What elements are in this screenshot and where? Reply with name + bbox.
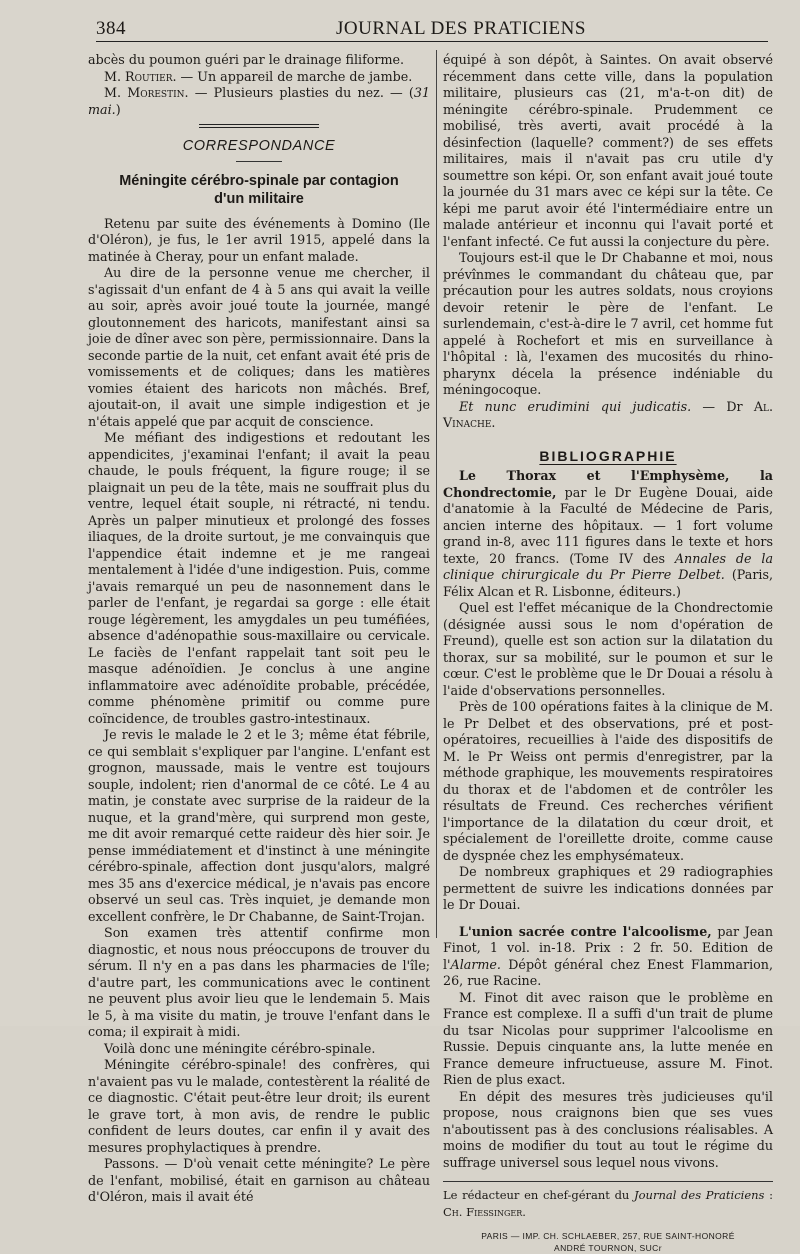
bibliography-heading: BIBLIOGRAPHIE [539,447,677,464]
credit-name: : Ch. Fiessinger. [443,1188,773,1219]
paragraph: M. Finot dit avec raison que le problème en France est complexe. Il a suffi d'un trait de plume du tsar Nicolas pour supprimer l'alcoolisme en Russie. Depuis cinquante ans, la lutte menée en France demeure infructueuse, assure M. Finot. Rien de plus exact. [443,989,773,1087]
page-header [96,14,768,40]
credit-journal: Journal des Praticiens [634,1188,765,1202]
paragraph: Je revis le malade le 2 et le 3; même état fébrile, ce qui semblait s'expliquer par l'angine. L'enfant est grognon, maussade, mais le ventre est toujours souple, indolent; rien d'anormal de ce côté. Le 4 au matin, je constate avec surprise de la raideur de la nuque, et la grand'mère, qui surprend mon geste, me dit avoir remarqué cette raideur dès hier soir. Je pense immédiatement et d'instinct à une méningite cérébro-spinale, affection dont jusqu'alors, malgré mes 35 ans d'exercice médical, je n'avais pas encore observé un seul cas. Très inquiet, je demande mon excellent confrère, le Dr Chabanne, de Saint-Trojan. [88,727,430,924]
entry-text: par le Dr Eugène Douai, aide d'anatomie à la Faculté de Médecine de Paris, ancien interne des hôpitaux. — 1 fort volume grand in-8, avec 111 figures dans le texte et hors texte, 20 francs. (Tome IV des [443,484,773,566]
intro-date: 31 mai. [88,85,430,117]
book-title: Le Thorax et l'Emphysème, la Chondrectomie, [443,468,773,500]
paragraph: équipé à son dépôt, à Saintes. On avait observé récemment dans cette ville, dans la population militaire, plusieurs cas (21, m'a-t-on dit) de méningite cérébro-spinale. Prudemment ce mobilisé, très averti, avait procédé à la désinfection (laquelle? comment?) de ses effets militaires, mais il n'avait pas cru utile d'y soumettre son képi. Or, son enfant avait joué toute la journée du 31 mars avec ce képi sur la tête. Ce képi me parut avoir été l'intermédiaire entre un malade antérieur et inconnu qui l'avait porté et l'enfant infecté. Ce fut aussi la conjecture du père. [443,52,773,249]
paragraph: Passons. — D'où venait cette méningite? Le père de l'enfant, mobilisé, était en garnison au château d'Oléron, mais il avait été [88,1156,430,1204]
printer-imprint [443,1230,773,1254]
paragraph: Près de 100 opérations faites à la clinique de M. le Pr Delbet et des observations, pré et post-opératoires, recueillies à l'aide des dispositifs de M. le Pr Weiss ont permis d'enregistrer, par la méthode graphique, les mouvements respiratoires du thorax et de l'abdomen et de contrôler les résultats de Freund. Ces recherches vérifient l'importance de la dilatation du cœur droit, et spécialement de l'oreillette droite, comme cause de dyspnée chez les emphysémateux. [443,699,773,863]
intro-text: — Un appareil de marche de jambe. [176,68,413,84]
article-title-line: d'un militaire [214,190,304,207]
intro-line-1: abcès du poumon guéri par le drainage filiforme. [88,52,405,67]
credit-text: Le rédacteur en chef-gérant du [443,1188,635,1202]
printer-line: PARIS — IMP. CH. SCHLAEBER, 257, RUE SAINT-HONORÉ [481,1231,735,1241]
page-number: 384 [96,18,126,39]
author-name: M. Routier. [104,68,177,84]
intro-line-2 [88,69,430,86]
paragraph: Son examen très attentif confirme mon diagnostic, et nous nous préoccupons de trouver du sérum. Il n'y en a pas dans les pharmacies de l'île; d'autre part, les communications avec le continent ne peuvent plus avoir lieu que le lendemain 5. Mais le 5, à ma visite du matin, je trouve l'enfant dans le coma; il expirait à midi. [88,925,430,1039]
paragraph: Me méfiant des indigestions et redoutant les appendicites, j'examinai l'enfant; il avait la peau chaude, le pouls fréquent, la figure rouge; il se plaignait un peu de la tête, mais ne souffrait plus du ventre, lequel était souple, ni rétracté, ni tendu. Après un palper minutieux et prolongé des fosses iliaques, de la droite surtout, je me convainquis que l'appendice était indemne et je me rangeai mentalement à l'idée d'une indigestion. Puis, comme j'avais remarqué un peu de nasonnement dans le parler de l'enfant, je regardai sa gorge : elle était rouge légèrement, les amygdales un peu tuméfiées, absence d'adénopathie sous-maxillaire ou cervicale. Le faciès de l'enfant rappelait tant soit peu le masque adénoïdien. Je conclus à une angine inflammatoire avec adénoïdite probable, précédée, comme phénomène primitif ou comme pure coïncidence, de troubles gastro-intestinaux. [88,430,430,726]
latin-quote: Et nunc erudimini qui judicatis. [459,398,692,414]
article-title-line: Méningite cérébro-spinale par contagion [119,172,399,189]
publisher-name: Alarme. [450,956,501,972]
paragraph: Retenu par suite des événements à Domino (Ile d'Oléron), je fus, le 1er avril 1915, appelé dans la matinée à Cheray, pour un enfant malade. [88,215,430,264]
paragraph: Voilà donc une méningite cérébro-spinale. [104,1040,376,1056]
intro-text: — Plusieurs plasties du nez. — ( [188,85,414,100]
book-series: Annales de la clinique chirurgicale du Pr Pierre Delbet. [443,550,774,582]
signature-name: Al. Vinache. [443,398,773,430]
bibliography-entry [443,468,773,600]
entry-text: Dépôt général chez Enest Flammarion, 26, rue Racine. [443,956,773,988]
right-column [443,52,773,1254]
entry-text: (Paris, Félix Alcan et R. Lisbonne, éditeurs.) [443,567,773,599]
signature-prefix: — Dr [691,398,754,414]
paragraph: Toujours est-il que le Dr Chabanne et moi, nous prévînmes le commandant du château que, par précaution pour les autres soldats, nous croyions devoir retenir le père de l'enfant. Le surlendemain, c'est-à-dire le 7 avril, cet homme fut appelé à Rochefort et mis en surveillance à l'hôpital : là, l'examen des mucosités du rhino-pharynx décela la présence indéniable du méningocoque. [443,250,773,397]
book-title: L'union sacrée contre l'alcoolisme, [459,923,712,939]
article-title [88,172,430,208]
section-heading: CORRESPONDANCE [182,138,336,154]
author-name: M. Morestin. [104,85,189,100]
bibliography-entry [443,924,773,990]
editor-credit [443,1187,773,1220]
spacer [443,914,773,924]
intro-line-3 [88,85,430,118]
paragraph: Au dire de la personne venue me chercher, il s'agissait d'un enfant de 4 à 5 ans qui avait la veille au soir, après avoir joué toute la journée, mangé gloutonnement des haricots, manifestant ainsi sa joie de dîner avec son père, permissionnaire. Dans la seconde partie de la nuit, cet enfant avait été pris de vomissements et de coliques; dans les matières vomies étaient des haricots non mâchés. Bref, ajoutait-on, il avait une simple indigestion et je n'étais appelé que par acquit de conscience. [88,265,430,429]
journal-title: JOURNAL DES PRATICIENS [336,18,586,39]
column-divider [436,50,437,938]
paragraph: Quel est l'effet mécanique de la Chondrectomie (désignée aussi sous le nom d'opération de Freund), quelle est son action sur la dilatation du thorax, sur sa mobilité, sur le poumon et sur le cœur. C'est le problème que le Dr Douai a résolu à l'aide d'observations personnelles. [443,600,773,698]
left-column [88,52,430,1206]
section-rule [199,124,319,128]
intro-text: ) [115,101,121,117]
paragraph: En dépit des mesures très judicieuses qu'il propose, nous craignons bien que ses vues n'aboutissent pas à des conclusions réalisables. A moins de modifier du tout au tout le régime du suffrage universel sous lequel nous vivons. [443,1088,773,1170]
footer-rule [443,1181,773,1182]
header-rule [96,41,768,42]
paragraph: De nombreux graphiques et 29 radiographies permettent de suivre les indications données par le Dr Douai. [443,864,773,912]
entry-text: par Jean Finot, 1 vol. in-18. Prix : 2 fr. 50. Edition de l' [443,923,773,972]
paragraph: Méningite cérébro-spinale! des confrères, qui n'avaient pas vu le malade, contestèrent la réalité de ce diagnostic. C'était peut-être leur droit; ils eurent le grave tort, à mon avis, de rendre le public confident de leurs doutes, car enfin il y avait des mesures prophylactiques à prendre. [88,1057,430,1155]
signature-line [443,399,773,432]
section-short-rule [236,161,282,162]
printer-line: ANDRÉ TOURNON, SUCr [554,1243,662,1253]
